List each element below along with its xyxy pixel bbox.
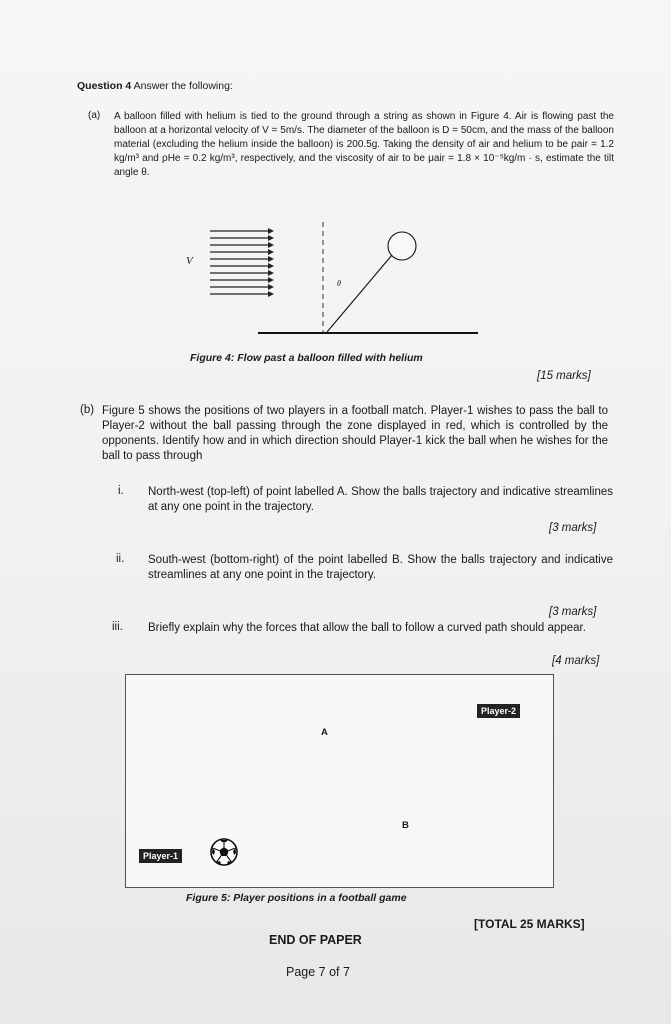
player-1-tag: Player-1	[139, 849, 182, 863]
angle-label: θ	[337, 279, 341, 288]
subpart-i-label: i.	[118, 485, 124, 497]
part-a-label: (a)	[88, 110, 101, 121]
page-number: Page 7 of 7	[286, 965, 350, 979]
subpart-ii-marks: [3 marks]	[549, 606, 597, 618]
part-a-text: A balloon filled with helium is tied to the ground through a string as shown in Figure 4. Air is flowing past the balloon at a horizontal velocity of V = 5m/s. The diameter of the balloon is D = 50cm, and the mass of the balloon material (excluding the helium inside the balloon) is 200.5g. Taking the density of air and helium to be ρair = 1.2 kg/m³ and ρHe = 0.2 kg/m³, respectively, and the viscosity of air to be μair = 1.8 × 10⁻⁵kg/m · s, estimate the tilt angle θ.	[114, 111, 614, 178]
player-2-tag: Player-2	[477, 704, 520, 718]
end-of-paper: END OF PAPER	[269, 933, 362, 947]
part-b-label: (b)	[80, 404, 95, 416]
figure-5-caption: Figure 5: Player positions in a football game	[186, 892, 407, 904]
question-heading: Question 4 Answer the following:	[77, 80, 233, 92]
subpart-iii-marks: [4 marks]	[552, 655, 600, 667]
figure-4-caption: Figure 4: Flow past a balloon filled with helium	[190, 352, 423, 364]
velocity-label: V	[186, 255, 193, 267]
subpart-i-text: North-west (top-left) of point labelled A. Show the balls trajectory and indicative streamlines at any one point in the trajectory.	[148, 486, 613, 513]
point-b-label: B	[402, 820, 409, 831]
total-marks: [TOTAL 25 MARKS]	[474, 917, 585, 931]
point-a-label: A	[321, 727, 328, 738]
subpart-iii-label: iii.	[112, 621, 123, 633]
subpart-ii-label: ii.	[116, 553, 125, 565]
part-b-text: Figure 5 shows the positions of two players in a football match. Player-1 wishes to pass the ball to Player-2 without the ball passing through the zone displayed in red, which is controlled by the opponents. Identify how and in which direction should Player-1 kick the ball when he wishes for the ball to pass through	[102, 405, 608, 462]
part-a-marks: [15 marks]	[537, 370, 591, 382]
subpart-iii-text: Briefly explain why the forces that allow the ball to follow a curved path should appear.	[148, 622, 586, 634]
subpart-ii-text: South-west (bottom-right) of the point labelled B. Show the balls trajectory and indicative streamlines at any one point in the trajectory.	[148, 554, 613, 581]
subpart-i-marks: [3 marks]	[549, 522, 597, 534]
